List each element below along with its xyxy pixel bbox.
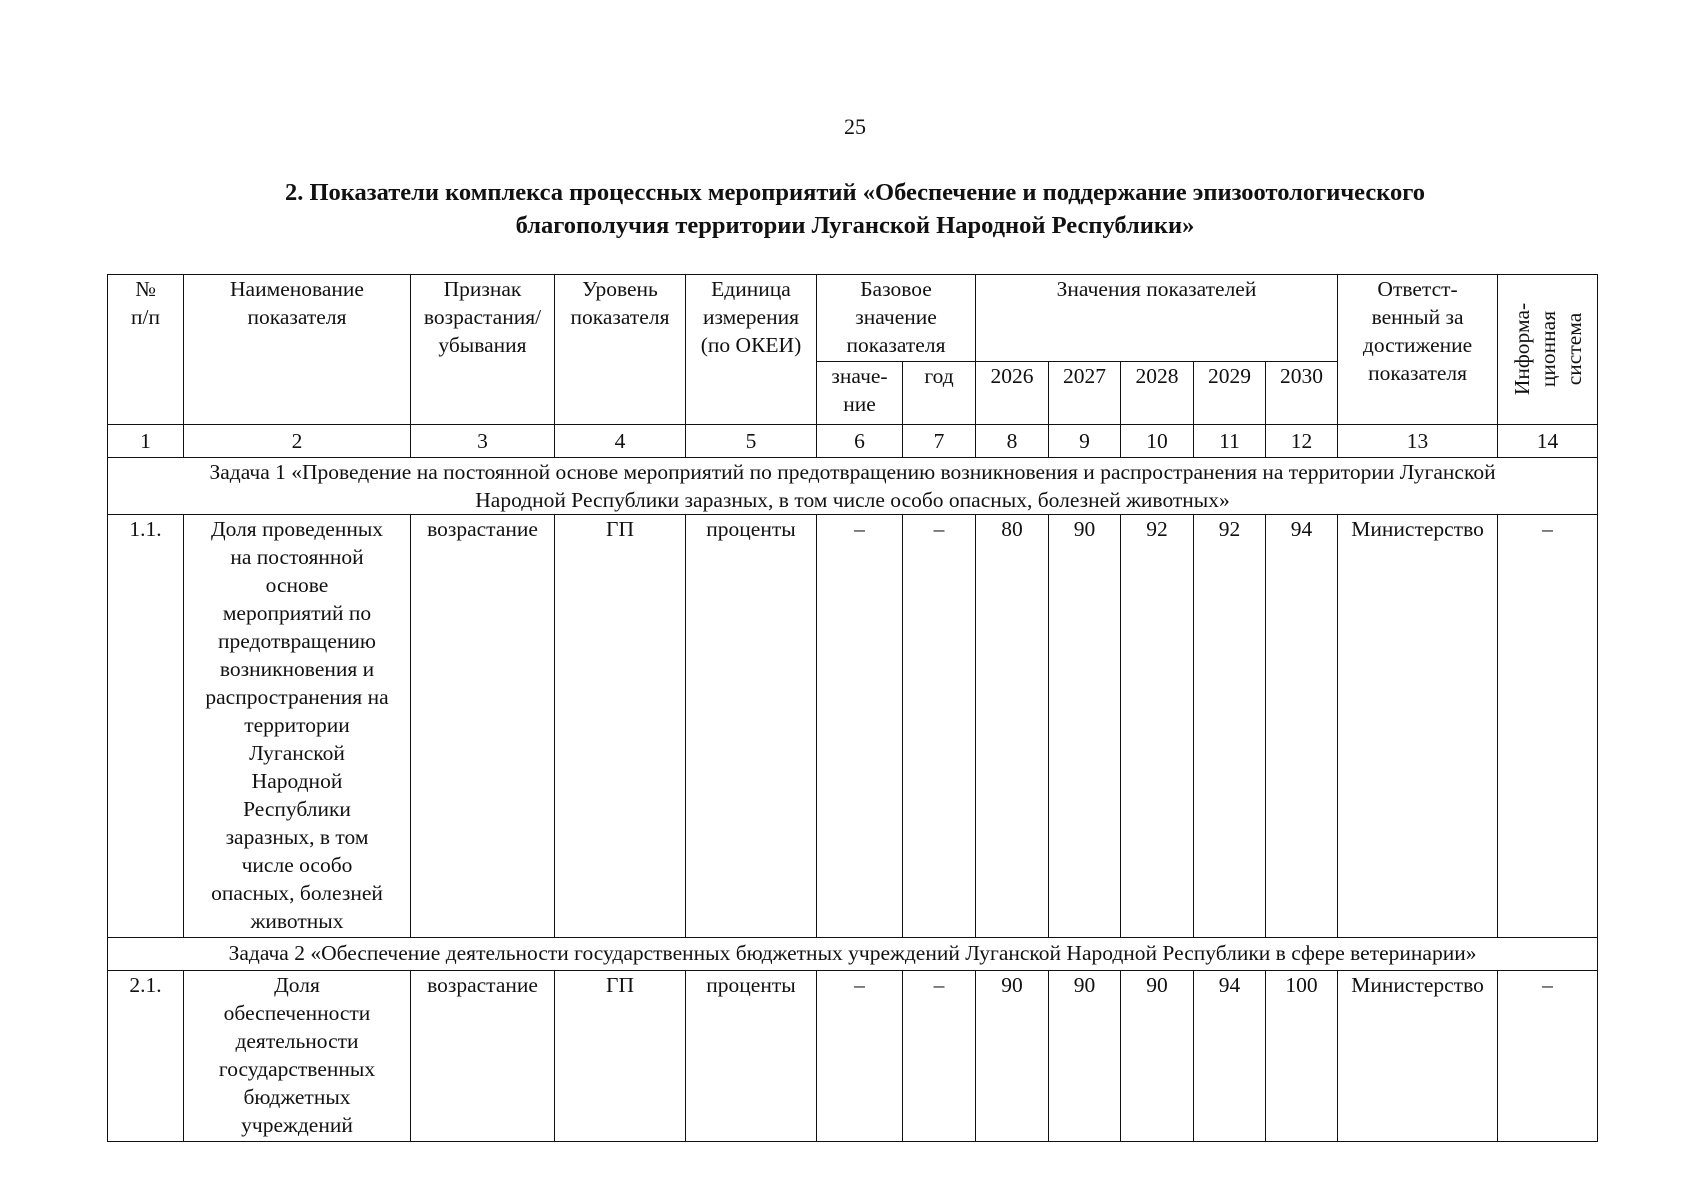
- header-base-year: год: [903, 362, 976, 425]
- column-number: 2: [184, 425, 411, 458]
- indicator-row-1-1: [108, 515, 1598, 938]
- header-num: № п/п: [108, 275, 184, 425]
- indicator-row-2-1: [108, 971, 1598, 1142]
- indicator-value-2030: 100: [1266, 971, 1338, 1142]
- row-number: 2.1.: [108, 971, 184, 1142]
- indicator-level: ГП: [555, 971, 686, 1142]
- header-base-value: значе- ние: [817, 362, 903, 425]
- indicators-table: [107, 274, 1598, 1142]
- indicator-value-2027: 90: [1049, 515, 1121, 938]
- title-line-1: 2. Показатели комплекса процессных мероприятий «Обеспечение и поддержание эпизоотологического: [284, 179, 1426, 206]
- indicator-info-system: –: [1498, 515, 1598, 938]
- task-1-heading: Задача 1 «Проведение на постоянной основе мероприятий по предотвращению возникновения и распространения на территории Луганской Народной Республики заразных, в том числе особо опасных, болезней животных»: [108, 458, 1598, 515]
- indicator-value-2027: 90: [1049, 971, 1121, 1142]
- column-number: 12: [1266, 425, 1338, 458]
- indicator-value-2028: 92: [1121, 515, 1194, 938]
- header-unit: Единица измерения (по ОКЕИ): [686, 275, 817, 425]
- header-responsible: Ответст- венный за достижение показателя: [1338, 275, 1498, 425]
- indicator-value-2029: 92: [1194, 515, 1266, 938]
- header-values: Значения показателей: [976, 275, 1338, 362]
- column-number: 1: [108, 425, 184, 458]
- indicator-base-year: –: [903, 515, 976, 938]
- column-number: 5: [686, 425, 817, 458]
- header-base: Базовое значение показателя: [817, 275, 976, 362]
- column-number: 14: [1498, 425, 1598, 458]
- column-number: 3: [411, 425, 555, 458]
- indicator-value-2030: 94: [1266, 515, 1338, 938]
- indicator-unit: проценты: [686, 971, 817, 1142]
- header-level: Уровень показателя: [555, 275, 686, 425]
- indicator-value-2029: 94: [1194, 971, 1266, 1142]
- header-year-2027: 2027: [1049, 362, 1121, 425]
- document-title: [110, 176, 1600, 242]
- indicator-value-2026: 90: [976, 971, 1049, 1142]
- column-numbers-row: [108, 425, 1598, 458]
- column-number: 8: [976, 425, 1049, 458]
- column-number: 7: [903, 425, 976, 458]
- indicator-name: Доля обеспеченности деятельности государственных бюджетных учреждений: [184, 971, 411, 1142]
- header-year-2028: 2028: [1121, 362, 1194, 425]
- indicator-name: Доля проведенных на постоянной основе мероприятий по предотвращению возникновения и распространения на территории Луганской Народной Республики заразных, в том числе особо опасных, болезней животных: [184, 515, 411, 938]
- indicator-responsible: Министерство: [1338, 971, 1498, 1142]
- row-number: 1.1.: [108, 515, 184, 938]
- indicator-base-value: –: [817, 515, 903, 938]
- column-number: 4: [555, 425, 686, 458]
- column-number: 6: [817, 425, 903, 458]
- indicator-responsible: Министерство: [1338, 515, 1498, 938]
- header-sign: Признак возрастания/ убывания: [411, 275, 555, 425]
- indicator-value-2028: 90: [1121, 971, 1194, 1142]
- column-number: 11: [1194, 425, 1266, 458]
- header-year-2026: 2026: [976, 362, 1049, 425]
- column-number: 10: [1121, 425, 1194, 458]
- page-number: 25: [844, 114, 866, 139]
- indicator-unit: проценты: [686, 515, 817, 938]
- column-number: 13: [1338, 425, 1498, 458]
- task-2-row: [108, 938, 1598, 971]
- indicator-sign: возрастание: [411, 515, 555, 938]
- task-2-heading: Задача 2 «Обеспечение деятельности государственных бюджетных учреждений Луганской Народной Республики в сфере ветеринарии»: [108, 938, 1598, 971]
- header-row-1: [108, 275, 1598, 362]
- indicator-value-2026: 80: [976, 515, 1049, 938]
- indicator-sign: возрастание: [411, 971, 555, 1142]
- indicator-info-system: –: [1498, 971, 1598, 1142]
- indicator-level: ГП: [555, 515, 686, 938]
- header-name: Наименование показателя: [184, 275, 411, 425]
- indicator-base-value: –: [817, 971, 903, 1142]
- indicator-base-year: –: [903, 971, 976, 1142]
- task-1-row: [108, 458, 1598, 515]
- header-info-system: Информа- ционная система: [1498, 275, 1598, 425]
- header-year-2030: 2030: [1266, 362, 1338, 425]
- column-number: 9: [1049, 425, 1121, 458]
- title-line-2: благополучия территории Луганской Народной Республики»: [515, 212, 1195, 239]
- header-year-2029: 2029: [1194, 362, 1266, 425]
